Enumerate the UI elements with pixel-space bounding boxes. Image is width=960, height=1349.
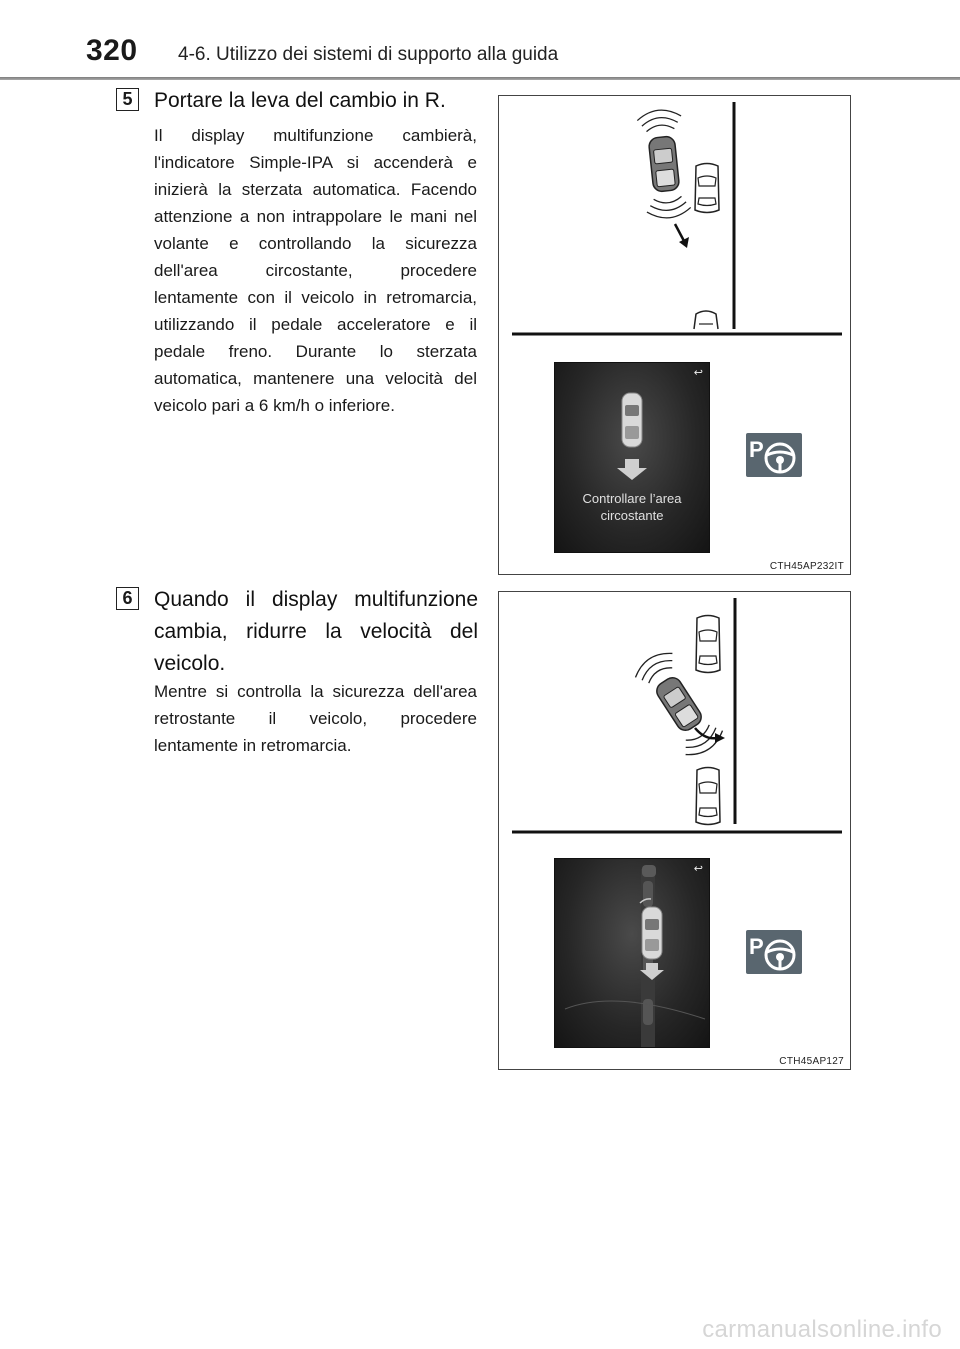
step-5-badge: 5 bbox=[116, 88, 139, 111]
svg-text:P: P bbox=[749, 934, 764, 959]
figure-code: CTH45AP127 bbox=[779, 1056, 844, 1067]
screen-message: Controllare l’area circostante bbox=[582, 491, 682, 523]
screen-graphic bbox=[555, 859, 709, 1047]
footer-watermark[interactable]: carmanualsonline.info bbox=[702, 1316, 942, 1343]
figure-code: CTH45AP232IT bbox=[769, 561, 844, 572]
multi-information-display bbox=[554, 362, 710, 553]
simple-ipa-indicator bbox=[746, 433, 802, 477]
header-rule bbox=[0, 77, 960, 80]
simple-ipa-indicator bbox=[746, 930, 802, 974]
step-6-badge: 6 bbox=[116, 587, 139, 610]
step-6-heading: Quando il display multifunzione cambia, ridurre la velocità del veicolo. bbox=[154, 588, 478, 675]
steering-wheel-p-icon bbox=[746, 930, 802, 974]
svg-text:P: P bbox=[749, 437, 764, 462]
parking-scene-diagram bbox=[499, 96, 849, 336]
step-5-heading: Portare la leva del cambio in R. bbox=[154, 89, 446, 112]
step-6-body: Mentre si controlla la sicurezza dell'area retrostante il veicolo, procedere lentamente in retromarcia. bbox=[154, 682, 477, 755]
multi-information-display bbox=[554, 858, 710, 1048]
chapter-title: 4-6. Utilizzo dei sistemi di supporto alla guida bbox=[178, 44, 559, 65]
steering-wheel-p-icon bbox=[746, 433, 802, 477]
reversing-scene-diagram bbox=[499, 592, 849, 837]
screen-back-icon: ↩ bbox=[693, 863, 703, 875]
page-number: 320 bbox=[86, 34, 138, 67]
step-5-figure bbox=[498, 95, 851, 575]
step-5-body: Il display multifunzione cambierà, l'indicatore Simple-IPA si accenderà e inizierà la sterzata automatica. Facendo attenzione a non intrappolare le mani nel volante e controllando la sicurezza dell'area circostante, procedere lentamente con il veicolo in retromarcia, utilizzando il pedale acceleratore e il pedale freno. Durante lo sterzata automatica, mantenere una velocità del veicolo pari a 6 km/h o inferiore. bbox=[154, 126, 477, 415]
screen-back-icon: ↩ bbox=[693, 367, 703, 379]
screen-down-arrow bbox=[617, 459, 647, 480]
step-6-figure bbox=[498, 591, 851, 1070]
